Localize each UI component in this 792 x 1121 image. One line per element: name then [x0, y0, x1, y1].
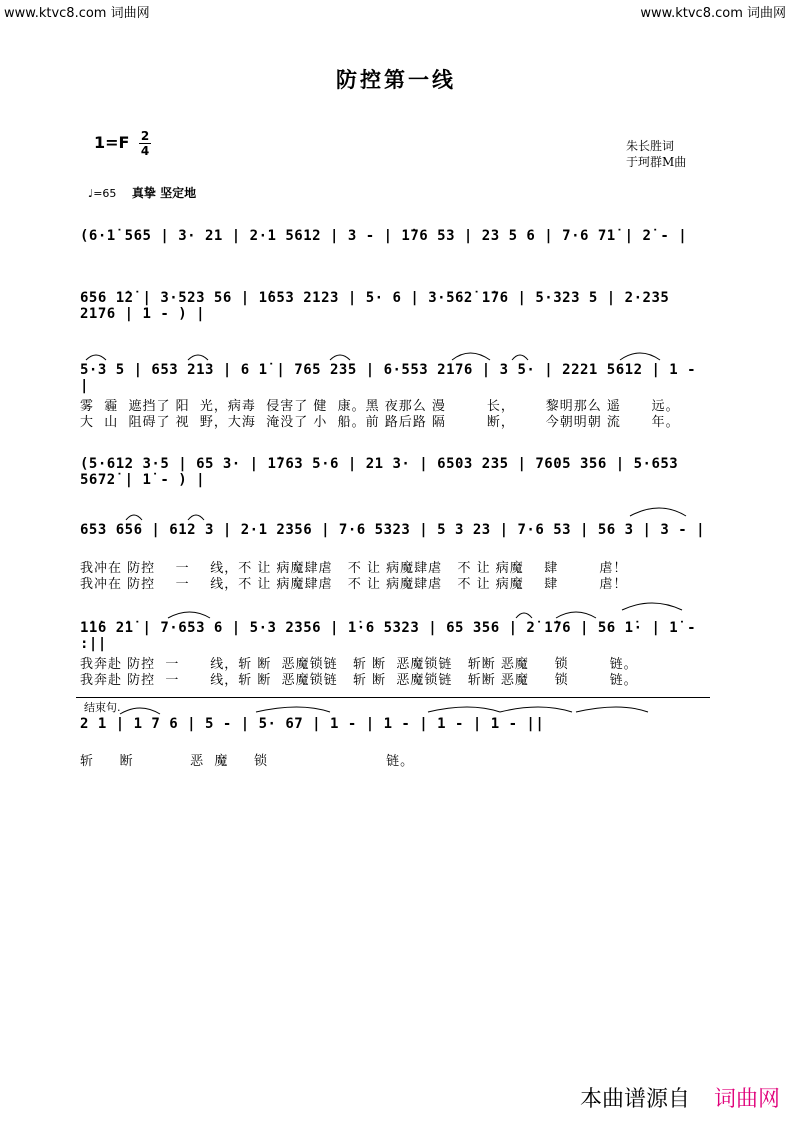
lyric-verse1-line1: 雾 霾 遮挡了 阳 光，病毒 侵害了 健 康。黑 夜那么 漫 长， 黎明那么 遥 远。	[80, 399, 680, 414]
lyric-ending: 斩 断 恶 魔 锁 链。	[80, 754, 415, 769]
slur-arc	[576, 707, 648, 712]
key-signature: 1=F	[94, 133, 130, 152]
ending-label: 结束句.	[84, 701, 121, 714]
composer: 于珂群M曲	[626, 155, 687, 169]
lyricist: 朱长胜词	[626, 139, 675, 153]
slur-arc	[500, 707, 572, 712]
slur-arc	[188, 355, 208, 360]
slur-arc	[126, 515, 142, 520]
lyric-verse3-line1: 我奔赴 防控 一 线，斩 断 恶魔锁链 斩 断 恶魔锁链 斩断 恶魔 锁 链。	[80, 657, 638, 672]
lyric-verse1-line2: 大 山 阻碍了 视 野，大海 淹没了 小 船。前 路后路 隔 断， 今朝明朝 流 年。	[80, 415, 680, 430]
notation-line: 1̇1̇6 2̇1̇ | 7·653 6 | 5·3 2356 | 1̇·6 5323 | 65 356 | 2̇ 1̇76 | 56 1̇· | 1̇ - :||	[80, 620, 697, 652]
notation-line: (5·612 3·5 | 65 3· | 1̇763 5·6 | 21 3· | 6503 235 | 7605 356 | 5·653 5672̇ | 1̇ - ) |	[80, 456, 679, 488]
slur-arc	[120, 708, 160, 714]
lyric-verse2-line1: 我冲在 防控 一 线，不 让 病魔肆虐 不 让 病魔肆虐 不 让 病魔 肆 虐！	[80, 561, 628, 576]
tempo-value: ♩=65	[88, 187, 117, 200]
slur-arc	[452, 353, 490, 360]
notation-line: (6·1̇ 565 | 3· 21 | 2·1 5612 | 3 - | 1̇76 53 | 23 5 6 | 7·6 71̇ | 2̇ - |	[80, 228, 688, 244]
lyric-verse3-line2: 我奔赴 防控 一 线，斩 断 恶魔锁链 斩 断 恶魔锁链 斩断 恶魔 锁 链。	[80, 673, 638, 688]
slur-arc	[428, 707, 500, 712]
slur-arc	[168, 612, 210, 618]
expression-text: 真挚 坚定地	[131, 186, 197, 200]
notation-line: 5·3 5 | 653 213 | 6 1̇ | 765 235 | 6·553 2176 | 3 5· | 2221 5612 | 1 - |	[80, 362, 697, 394]
watermark-right: www.ktvc8.com 词曲网	[640, 6, 786, 21]
slur-arc	[556, 612, 596, 618]
meter-bottom: 4	[140, 144, 150, 158]
notation-line: 653 656 | 612 3 | 2·1 2356 | 7·6 5323 | 5 3 23 | 7·6 53 | 56 3 | 3 - |	[80, 522, 706, 538]
footer-brand[interactable]: 词曲网	[713, 1087, 780, 1112]
lyric-verse2-line2: 我冲在 防控 一 线，不 让 病魔肆虐 不 让 病魔肆虐 不 让 病魔 肆 虐！	[80, 577, 628, 592]
slur-arc	[630, 508, 686, 516]
song-title: 防控第一线	[336, 67, 456, 92]
watermark-left: www.ktvc8.com 词曲网	[4, 6, 150, 21]
slur-arc	[622, 603, 682, 610]
notation-line: 2 1 | 1 7 6 | 5 - | 5· 67 | 1 - | 1 - | 1 - | 1 - ||	[80, 716, 545, 732]
slur-arc	[516, 613, 532, 618]
slur-arc	[86, 355, 106, 360]
slur-arc	[512, 355, 528, 360]
notation-line: 656 1̇2̇ | 3·523 56 | 1̇653 2123 | 5· 6 | 3·562̇ 1̇76 | 5·323 5 | 2·235 2176 | 1 - ) |	[80, 290, 670, 322]
slur-arc	[256, 707, 330, 712]
slur-arc	[330, 355, 350, 360]
slur-arc	[620, 353, 660, 360]
footer-label: 本曲谱源自	[579, 1087, 690, 1112]
meter-top: 2	[140, 129, 150, 143]
footer-source	[580, 1082, 780, 1113]
slur-arc	[188, 515, 204, 520]
